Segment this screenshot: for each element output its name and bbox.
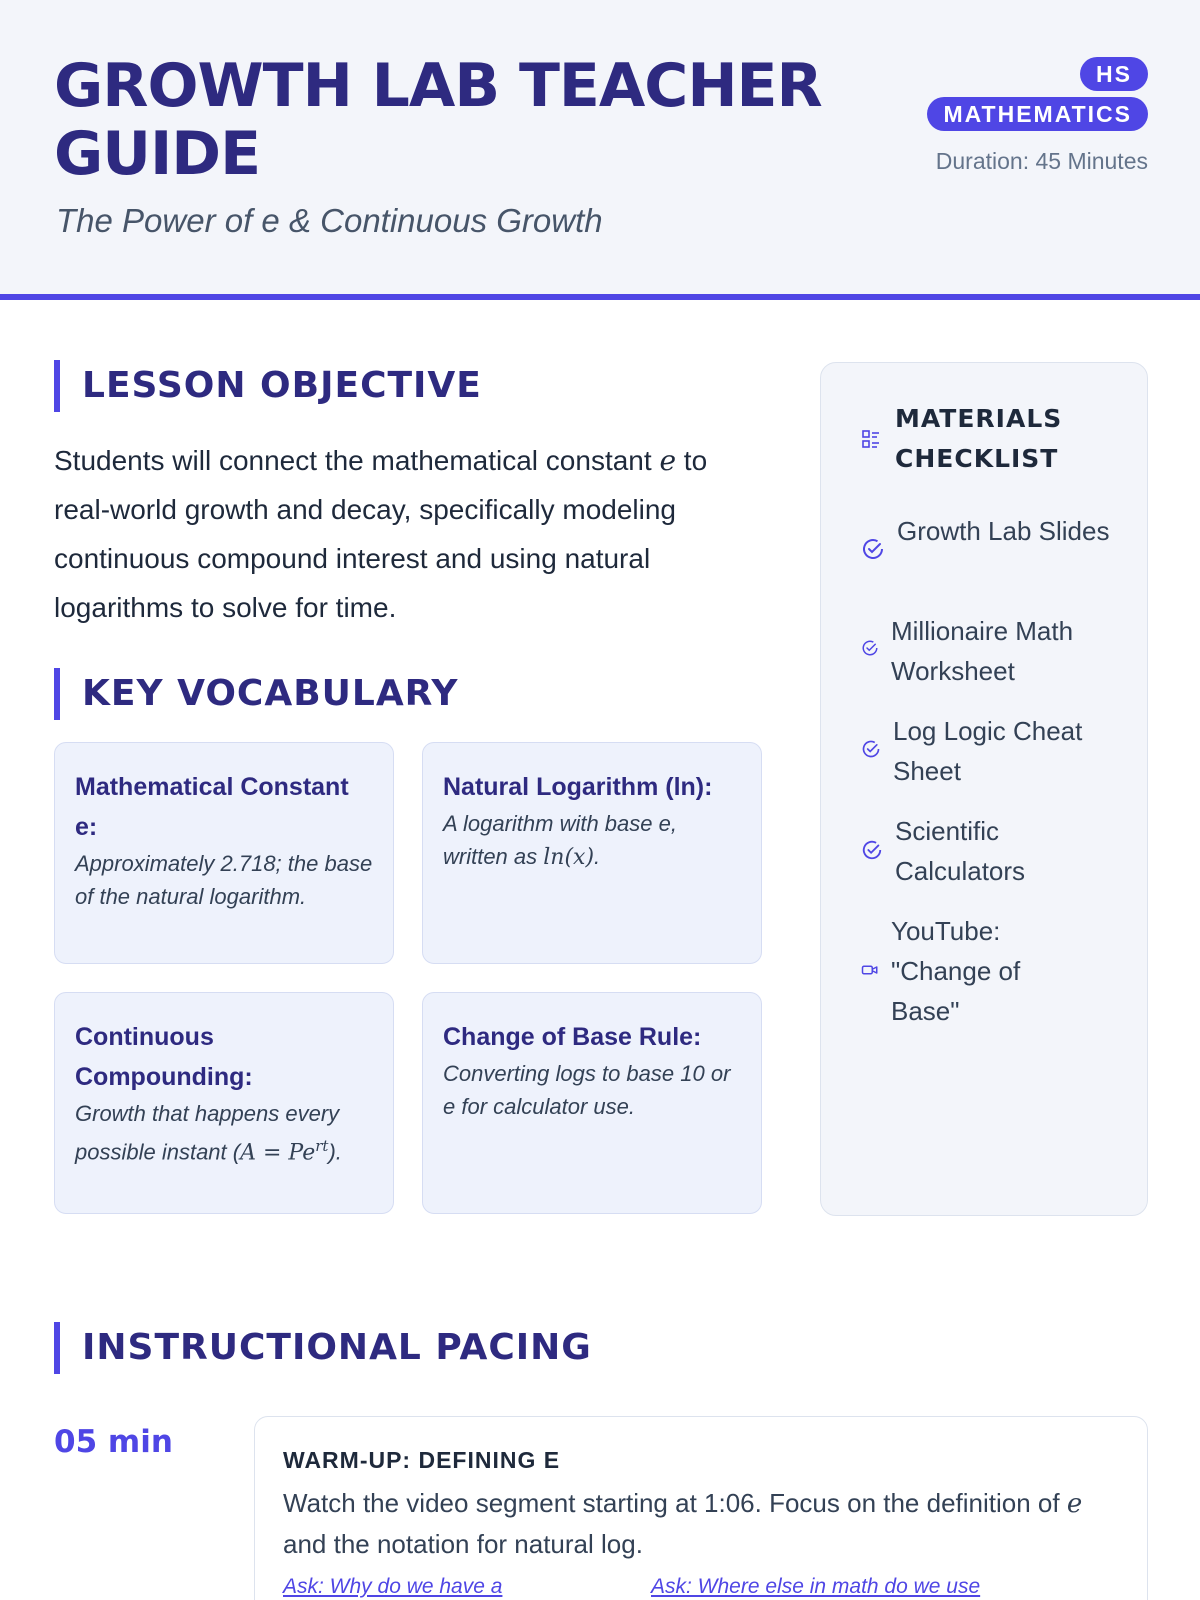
pacing-ask-prompt-2: Ask: Where else in math do we use: [651, 1575, 981, 1598]
material-item-label: Scientific Calculators: [895, 816, 1026, 886]
vocab-math-exponent: rt: [315, 1137, 329, 1155]
pacing-ask-prompt-1: Ask: Why do we have a: [283, 1575, 503, 1598]
pacing-step-title: WARM-UP: DEFINING E: [283, 1447, 561, 1473]
material-item-label: Growth Lab Slides: [897, 516, 1110, 546]
vocab-definition: [75, 1097, 373, 1169]
vocab-definition-text: Growth that happens every possible instant (: [75, 1101, 340, 1165]
duration-label: Duration: 45 Minutes: [935, 148, 1148, 174]
check-circle-icon: [861, 839, 883, 861]
objective-text-end: to real-world growth and decay, specifically modeling continuous compound interest and using natural logarithms to solve for time.: [54, 445, 708, 623]
page-header: [0, 0, 1200, 300]
vocab-definition: Converting logs to base 10 or e for calculator use.: [443, 1061, 731, 1119]
math-e-symbol: e: [659, 444, 677, 477]
vocab-card-continuous-compounding: [54, 992, 394, 1214]
objective-text-start: Students will connect the mathematical constant: [54, 445, 660, 476]
page-subtitle: The Power of e & Continuous Growth: [56, 202, 603, 239]
objective-text: [54, 436, 754, 632]
vocab-definition-end: .: [594, 844, 601, 869]
material-item-label: Log Logic Cheat Sheet: [893, 716, 1083, 786]
material-item-label: YouTube: "Change of Base": [891, 916, 1021, 1026]
subject-badge-wrap: [908, 54, 1148, 134]
check-circle-icon: [861, 739, 881, 759]
vocab-term: Continuous Compounding:: [75, 1023, 253, 1091]
vocab-definition: [443, 807, 741, 874]
vocabulary-heading: KEY VOCABULARY: [54, 668, 459, 720]
pacing-step-time: 05 min: [54, 1424, 173, 1460]
check-circle-icon: [861, 537, 885, 561]
pacing-heading: INSTRUCTIONAL PACING: [54, 1322, 592, 1374]
vocab-definition-text: A logarithm with base e, written as: [443, 811, 677, 869]
vocab-math: A = Pe: [240, 1140, 316, 1166]
objective-heading: LESSON OBJECTIVE: [54, 360, 482, 412]
pacing-step-card: [254, 1416, 1148, 1600]
pacing-desc-end: and the notation for natural log.: [283, 1529, 643, 1559]
vocab-definition-end: ).: [328, 1139, 342, 1165]
check-circle-icon: [861, 639, 879, 657]
list-icon: [861, 429, 881, 449]
vocab-card-change-of-base: [422, 992, 762, 1214]
vocab-term: Mathematical Constant e:: [75, 773, 349, 841]
material-item-label: Millionaire Math Worksheet: [891, 616, 1074, 686]
subject-badge: HS MATHEMATICS: [927, 57, 1148, 131]
vocab-definition: Approximately 2.718; the base of the natural logarithm.: [75, 851, 373, 909]
page-title: GROWTH LAB TEACHER GUIDE: [54, 51, 822, 189]
materials-title: MATERIALS CHECKLIST: [895, 404, 1063, 473]
pacing-desc-start: Watch the video segment starting at 1:06. Focus on the definition of: [283, 1488, 1067, 1518]
vocab-card-natural-log: [422, 742, 762, 964]
video-icon: [861, 963, 879, 977]
vocab-math: ln(x): [543, 845, 595, 870]
vocab-card-constant-e: [54, 742, 394, 964]
math-e-symbol: e: [1066, 1489, 1083, 1519]
materials-checklist-panel: [820, 362, 1148, 1216]
vocab-term: Change of Base Rule:: [443, 1023, 702, 1051]
pacing-step-description: [283, 1483, 1113, 1564]
vocab-term: Natural Logarithm (ln):: [443, 773, 713, 801]
